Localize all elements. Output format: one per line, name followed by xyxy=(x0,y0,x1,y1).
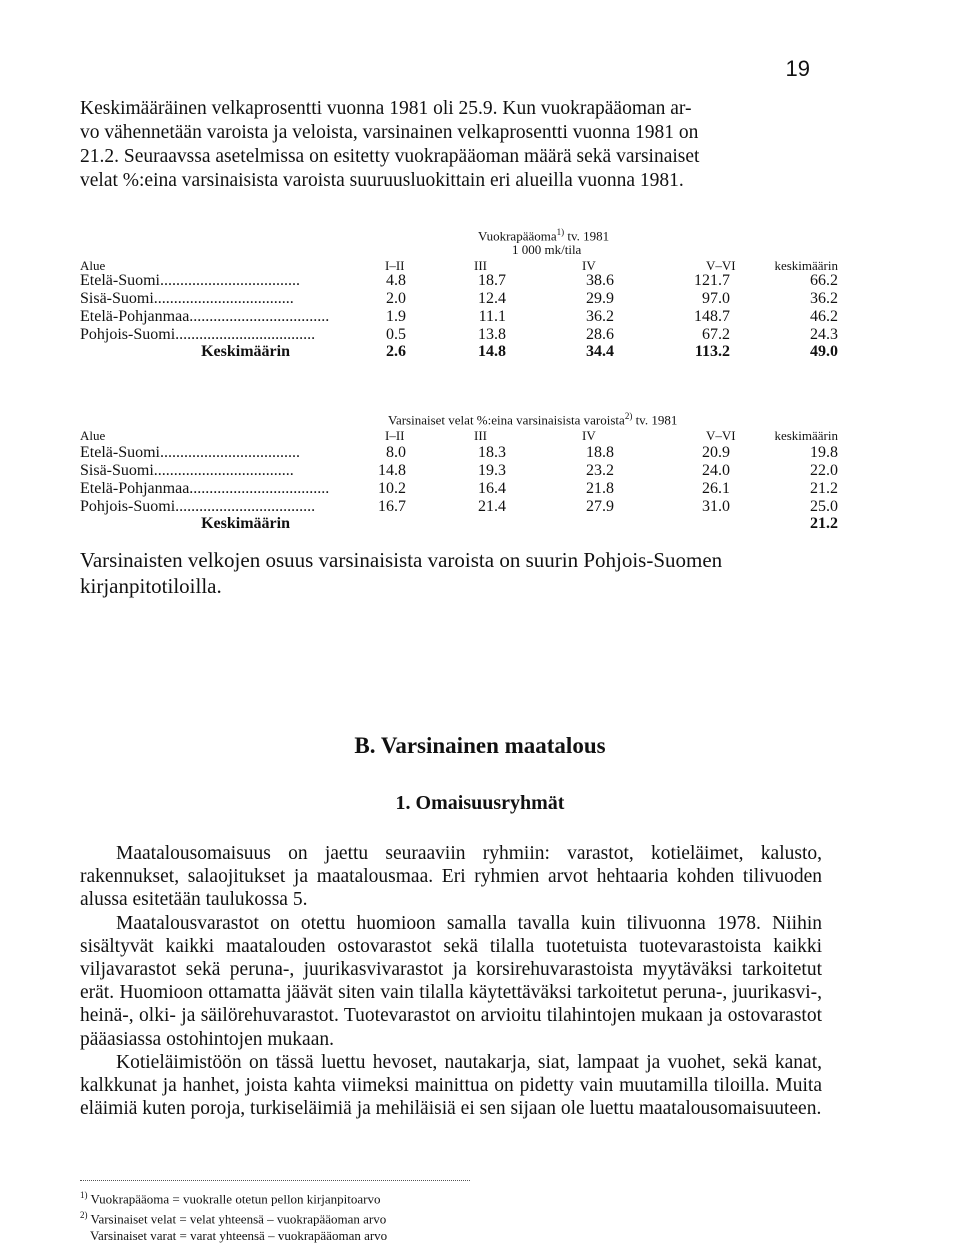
table-row-label: Pohjois-Suomi................................... xyxy=(80,326,316,343)
dot-leader: ................................... xyxy=(153,462,294,479)
table2-header-size-3: III xyxy=(474,428,487,443)
table-cell: 19.3 xyxy=(478,462,506,479)
body-paragraph: Kotieläimistöön on tässä luettu hevoset, nautakarja, siat, lampaat ja vuohet, sekä kanat, kalkkunat ja hanhet, joista kahta viimeksi mainittua on pidetty vain muutamilla tiloilla. Muita eläimiä kuten poroja, turkiseläimiä ja mehiläisiä ei sen sijaan ole luettu maatalousomaisuuteen. xyxy=(80,1051,822,1120)
dot-leader: ................................... xyxy=(175,326,316,343)
table-cell: 25.0 xyxy=(810,498,838,515)
table-cell: 28.6 xyxy=(586,326,614,343)
table-cell: 8.0 xyxy=(386,444,406,461)
table-cell: 11.1 xyxy=(478,308,506,325)
table-cell: 18.8 xyxy=(586,444,614,461)
intro-line: Keskimääräinen velkaprosentti vuonna 1981 oli 25.9. Kun vuokrapääoman ar- xyxy=(80,98,692,119)
footnote-3: Varsinaiset varat = varat yhteensä – vuokrapääoman arvo xyxy=(90,1227,388,1243)
table1-header-average: keskimäärin xyxy=(774,258,838,273)
table-cell: 10.2 xyxy=(378,480,406,497)
table-cell: 1.9 xyxy=(386,308,406,325)
table-row-label: Sisä-Suomi................................... xyxy=(80,290,294,307)
table-total-label: Keskimäärin xyxy=(201,343,290,360)
table-cell: 24.0 xyxy=(702,462,730,479)
table1-header-size-1-2: I–II xyxy=(385,258,405,273)
table-cell: 14.8 xyxy=(378,462,406,479)
table2-header-size-5-6: V–VI xyxy=(706,428,736,443)
table-cell: 121.7 xyxy=(694,272,730,289)
table-row-label: Pohjois-Suomi................................... xyxy=(80,498,316,515)
table2-header-area: Alue xyxy=(80,428,106,443)
table-cell: 21.4 xyxy=(478,498,506,515)
table-cell: 36.2 xyxy=(810,290,838,307)
liabilities-table xyxy=(0,0,960,540)
table-cell: 27.9 xyxy=(586,498,614,515)
table2-header-size-4: IV xyxy=(582,428,596,443)
table-cell: 46.2 xyxy=(810,308,838,325)
intro-line: vo vähennetään varoista ja veloista, varsinainen velkaprosentti vuonna 1981 on xyxy=(80,122,699,143)
table-cell: 24.3 xyxy=(810,326,838,343)
table-cell: 12.4 xyxy=(478,290,506,307)
dot-leader: ................................... xyxy=(189,308,330,325)
table-row-label: Sisä-Suomi................................... xyxy=(80,462,294,479)
table-total-cell: 34.4 xyxy=(586,343,614,360)
conclusion-paragraph: Varsinaisten velkojen osuus varsinaisista varoista on suurin Pohjois-Suomen kirjanpitotiloilla. xyxy=(80,548,723,598)
table-cell: 0.5 xyxy=(386,326,406,343)
table-cell: 21.2 xyxy=(810,480,838,497)
table-cell: 16.7 xyxy=(378,498,406,515)
page-number: 19 xyxy=(785,56,810,81)
table-row-label: Etelä-Suomi................................... xyxy=(80,272,300,289)
intro-line: velat %:eina varsinaisista varoista suuruusluokittain eri alueilla vuonna 1981. xyxy=(80,170,684,191)
table-cell: 29.9 xyxy=(586,290,614,307)
table-cell: 16.4 xyxy=(478,480,506,497)
subsection-heading: 1. Omaisuusryhmät xyxy=(395,792,565,814)
table-cell: 18.7 xyxy=(478,272,506,289)
table-cell: 23.2 xyxy=(586,462,614,479)
table2-title: Varsinaiset velat %:eina varsinaisista varoista$^{2)}$ tv. 1981 xyxy=(388,411,678,428)
table-cell: 4.8 xyxy=(386,272,406,289)
table-row-label: Etelä-Suomi................................... xyxy=(80,444,300,461)
table1-subtitle: 1 000 mk/tila xyxy=(512,242,582,257)
table-cell: 21.8 xyxy=(586,480,614,497)
table-total-cell: 2.6 xyxy=(386,343,406,360)
section-heading: B. Varsinainen maatalous xyxy=(354,733,606,758)
table-cell: 20.9 xyxy=(702,444,730,461)
footnote-2: $^{2)}$ Varsinaiset velat = velat yhteensä – vuokrapääoman arvo xyxy=(80,1210,387,1227)
dot-leader: ................................... xyxy=(159,444,300,461)
table-cell: 38.6 xyxy=(586,272,614,289)
table-row-label: Etelä-Pohjanmaa................................... xyxy=(80,480,330,497)
table-total-cell: 113.2 xyxy=(694,343,730,360)
body-paragraph: Maatalousomaisuus on jaettu seuraaviin ryhmiin: varastot, kotieläimet, kalusto, rakennukset, salaojitukset ja maatalousmaa. Eri ryhmien arvot hehtaaria kohden tilivuoden alussa esitetään taulukossa 5. xyxy=(80,843,822,911)
table-cell: 26.1 xyxy=(702,480,730,497)
table-cell: 97.0 xyxy=(702,290,730,307)
table-cell: 66.2 xyxy=(810,272,838,289)
table-cell: 148.7 xyxy=(694,308,730,325)
footnote-divider xyxy=(80,1180,470,1182)
table-cell: 36.2 xyxy=(586,308,614,325)
table-cell: 2.0 xyxy=(386,290,406,307)
table-cell: 67.2 xyxy=(702,326,730,343)
dot-leader: ................................... xyxy=(159,272,300,289)
table1-header-area: Alue xyxy=(80,258,106,273)
table-total-cell: 21.2 xyxy=(810,515,838,532)
footnote-1: $^{1)}$ Vuokrapääoma = vuokralle otetun pellon kirjanpitoarvo xyxy=(80,1190,381,1207)
intro-line: 21.2. Seuraavssa asetelmissa on esitetty vuokrapääoman määrä sekä varsinaiset xyxy=(80,146,700,167)
table-cell: 31.0 xyxy=(702,498,730,515)
table1-header-size-3: III xyxy=(474,258,487,273)
table-total-cell: 14.8 xyxy=(478,343,506,360)
table1-header-size-4: IV xyxy=(582,258,596,273)
table-cell: 13.8 xyxy=(478,326,506,343)
table-total-label: Keskimäärin xyxy=(201,515,290,532)
body-text xyxy=(80,842,822,1120)
table-cell: 22.0 xyxy=(810,462,838,479)
table1-header-size-5-6: V–VI xyxy=(706,258,736,273)
table-cell: 19.8 xyxy=(810,444,838,461)
table-row-label: Etelä-Pohjanmaa................................... xyxy=(80,308,330,325)
footnotes xyxy=(80,1187,387,1244)
dot-leader: ................................... xyxy=(153,290,294,307)
body-paragraph: Maatalousvarastot on otettu huomioon samalla tavalla kuin tilivuonna 1978. Niihin sisältyvät kaikki maatalouden ostovarastot sekä tilalla tuotetuista tuotevarastoista kaikki viljavarastot sekä peruna-, juurikasvivarastot ja korsirehuvarastoista myytäväksi tarkoitetut erät. Huomioon ottamatta jäävät siten vain tilalla käytettäväksi tarkoitetut peruna-, juurikasvi-, heinä-, olki- ja säilörehuvarastot. Tuotevarastot on arvioitu tilahintojen mukaan ja ostovarastot pääasiassa ostohintojen mukaan. xyxy=(80,912,822,1050)
table2-header-average: keskimäärin xyxy=(774,428,838,443)
table2-header-size-1-2: I–II xyxy=(385,428,405,443)
dot-leader: ................................... xyxy=(175,498,316,515)
table-cell: 18.3 xyxy=(478,444,506,461)
dot-leader: ................................... xyxy=(189,480,330,497)
table1-title: Vuokrapääoma$^{1)}$ tv. 1981 xyxy=(478,227,610,244)
table-total-cell: 49.0 xyxy=(810,343,838,360)
